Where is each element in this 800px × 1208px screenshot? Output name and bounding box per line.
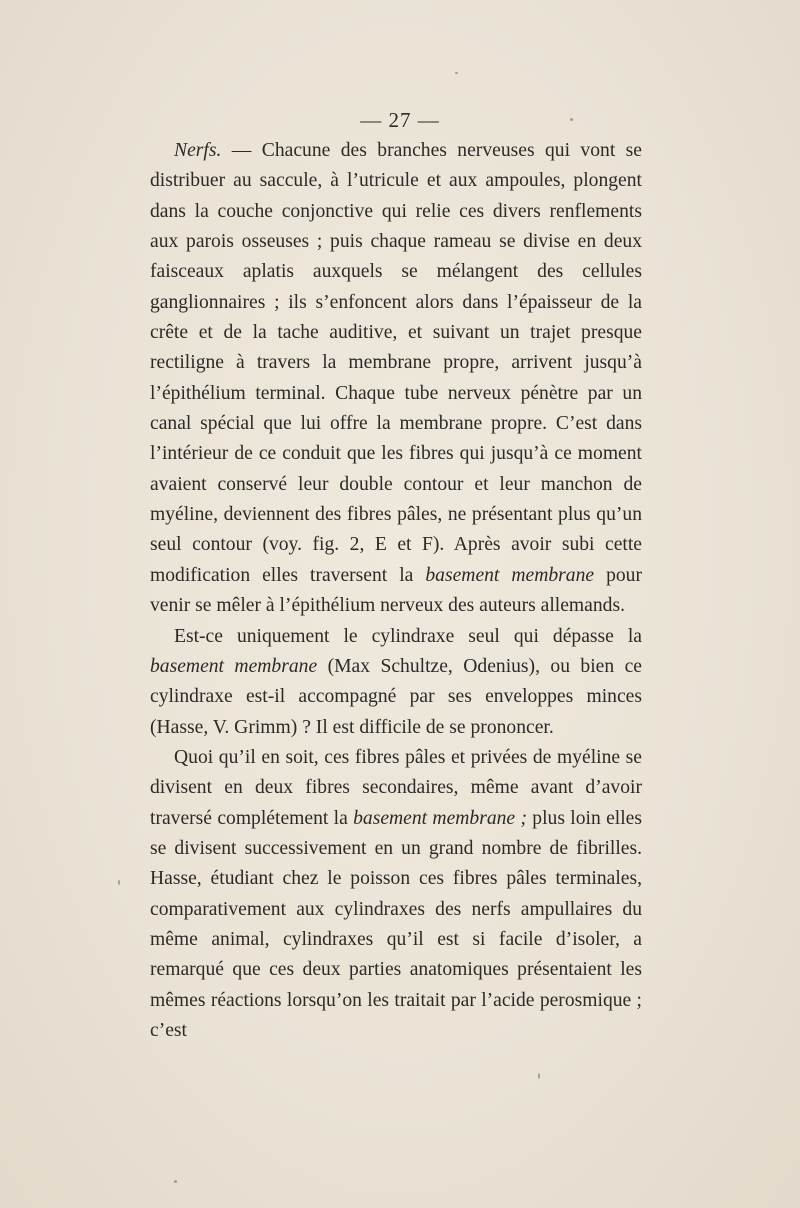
- italic-term-run: basement membrane ;: [353, 807, 527, 829]
- italic-term-run: basement membrane: [150, 655, 318, 677]
- italic-term-run: basement membrane: [425, 564, 595, 586]
- paragraph-fibres-pales: [150, 743, 642, 1046]
- paper-speck: [570, 118, 573, 121]
- text-run: Quoi qu’il en soit, ces fibres pâles et privées de myéline se divisent en deux fibres secondaires, même avant d’avoir traversé complétement la: [150, 746, 642, 829]
- paper-speck: [455, 72, 458, 74]
- paper-speck: [174, 1180, 177, 1183]
- text-run: — Chacune des branches nerveuses qui vont se distribuer au saccule, à l’utricule et aux ampoules, plongent dans la couche conjonctive qui relie ces divers renflements aux parois osseuses ; puis chaque rameau se divise en deux faisceaux aplatis auxquels se mélangent des cellules ganglionnaires ; ils s’enfoncent alors dans l’épaisseur de la crête et de la tache auditive, et suivant un trajet presque rectiligne à travers la membrane propre, arrivent jusqu’à l’épithélium terminal. Chaque tube nerveux pénètre par un canal spécial que lui offre la membrane propre. C’est dans l’intérieur de ce conduit que les fibres qui jusqu’à ce moment avaient conservé leur double contour et leur manchon de myéline, deviennent des fibres pâles, ne présentant plus qu’un seul contour (voy. fig. 2, E et F). Après avoir subi cette modification elles traversent la: [150, 140, 642, 586]
- paragraph-nerfs: [150, 136, 642, 622]
- text-run: (Max Schultze, Odenius), ou bien ce cylindraxe est-il accompagné par ses enveloppes minces (Hasse, V. Grimm) ? Il est difficile de se prononcer.: [150, 655, 642, 738]
- text-run: Est-ce uniquement le cylindraxe seul qui dépasse la: [174, 625, 642, 647]
- paper-speck: [118, 880, 120, 885]
- section-heading-run: Nerfs.: [174, 140, 222, 161]
- text-run: plus loin elles se divisent successivement en un grand nombre de fibrilles. Hasse, étudiant chez le poisson ces fibres pâles terminales, comparativement aux cylindraxes des nerfs ampullaires du même animal, cylindraxes qu’il est si facile d’isoler, a remarqué que ces deux parties anatomiques présentaient les mêmes réactions lorsqu’on les traitait par l’acide perosmique ; c’est: [150, 807, 642, 1041]
- paragraph-cylindraxe: [150, 622, 642, 743]
- text-run: pour venir se mêler à l’épithélium nerveux des auteurs allemands.: [150, 564, 642, 617]
- paper-speck: [538, 1073, 540, 1079]
- body-text: [150, 136, 642, 1046]
- page-number: — 27 —: [360, 108, 440, 132]
